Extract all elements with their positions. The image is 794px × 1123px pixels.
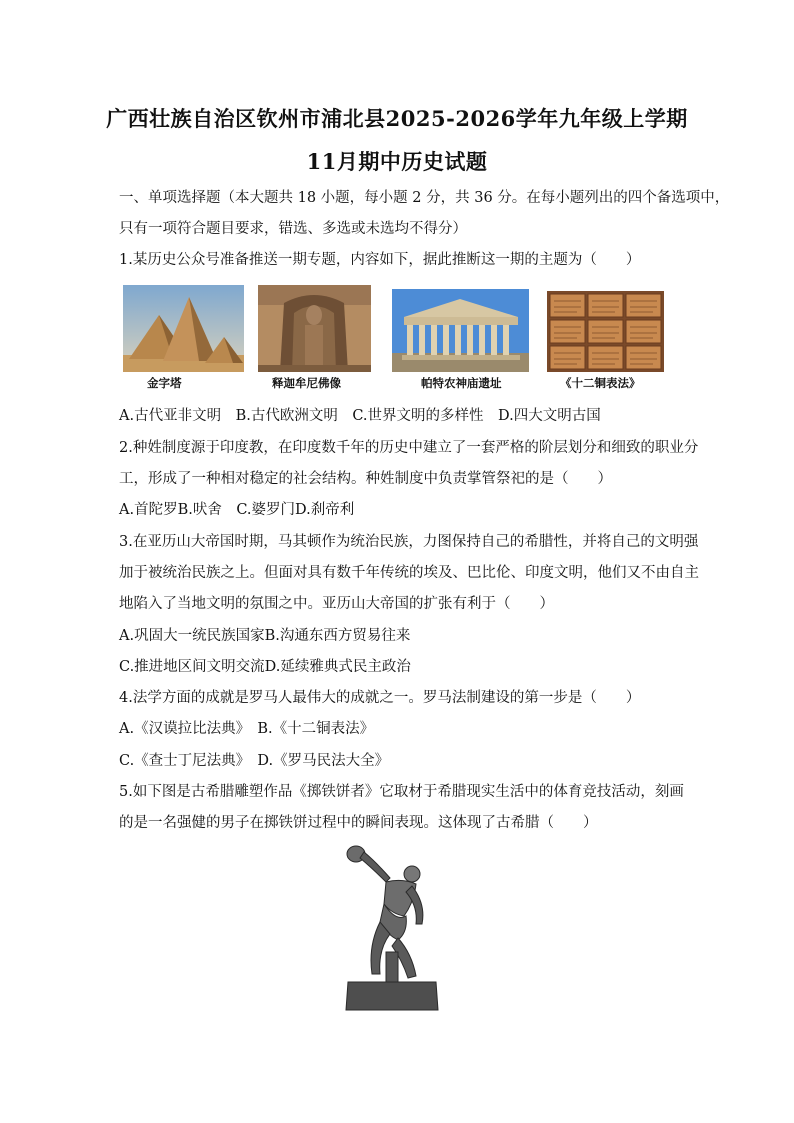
twelve-tables-image [547, 291, 664, 372]
q1-options: A.古代亚非文明 B.古代欧洲文明 C.世界文明的多样性 D.四大文明古国 [119, 408, 601, 424]
q5-stem-line2: 的是一名强健的男子在掷铁饼过程中的瞬间表现。这体现了古希腊（ ） [119, 815, 598, 831]
buddha-statue-image [258, 285, 371, 372]
q1-stem: 1.某历史公众号准备推送一期专题，内容如下，据此推断这一期的主题为（ ） [119, 252, 641, 268]
pyramids-image [123, 285, 244, 372]
caption-parthenon: 帕特农神庙遗址 [421, 376, 502, 390]
caption-twelve-tables: 《十二铜表法》 [560, 376, 641, 390]
exam-title-line1: 广西壮族自治区钦州市浦北县2025-2026学年九年级上学期 [106, 106, 688, 131]
q4-options-ab: A.《汉谟拉比法典》 B.《十二铜表法》 [119, 721, 375, 737]
exam-title-line2: 11月期中历史试题 [306, 149, 488, 174]
q4-options-cd: C.《查士丁尼法典》 D.《罗马民法大全》 [119, 753, 390, 769]
q3-stem-line3: 地陷入了当地文明的氛围之中。亚历山大帝国的扩张有利于（ ） [119, 596, 554, 612]
q3-stem-line2: 加于被统治民族之上。但面对具有数千年传统的埃及、巴比伦、印度文明，他们又不由自主 [119, 565, 699, 581]
q4-stem: 4.法学方面的成就是罗马人最伟大的成就之一。罗马法制建设的第一步是（ ） [119, 690, 641, 706]
caption-buddha-statue: 释迦牟尼佛像 [272, 376, 341, 390]
parthenon-image [392, 289, 529, 372]
q3-stem-line1: 3.在亚历山大帝国时期，马其顿作为统治民族，力图保持自己的希腊性，并将自己的文明强 [119, 534, 699, 550]
q3-options-cd: C.推进地区间文明交流D.延续雅典式民主政治 [119, 659, 411, 675]
section-instructions-line1: 一、单项选择题（本大题共 18 小题，每小题 2 分，共 36 分。在每小题列出的四个备选项中， [119, 190, 730, 206]
q2-stem-line2: 工，形成了一种相对稳定的社会结构。种姓制度中负责掌管祭祀的是（ ） [119, 471, 612, 487]
q3-options-ab: A.巩固大一统民族国家B.沟通东西方贸易往来 [119, 628, 411, 644]
q5-stem-line1: 5.如下图是古希腊雕塑作品《掷铁饼者》它取材于希腊现实生活中的体育竞技活动，刻画 [119, 784, 684, 800]
section-instructions-line2: 只有一项符合题目要求，错选、多选或未选均不得分） [119, 221, 467, 237]
q2-options: A.首陀罗B.吠舍 C.婆罗门D.刹帝利 [119, 502, 355, 518]
q2-stem-line1: 2.种姓制度源于印度教，在印度数千年的历史中建立了一套严格的阶层划分和细致的职业分 [119, 440, 699, 456]
discobolus-statue-image [342, 842, 442, 1014]
caption-pyramids: 金字塔 [147, 376, 182, 390]
